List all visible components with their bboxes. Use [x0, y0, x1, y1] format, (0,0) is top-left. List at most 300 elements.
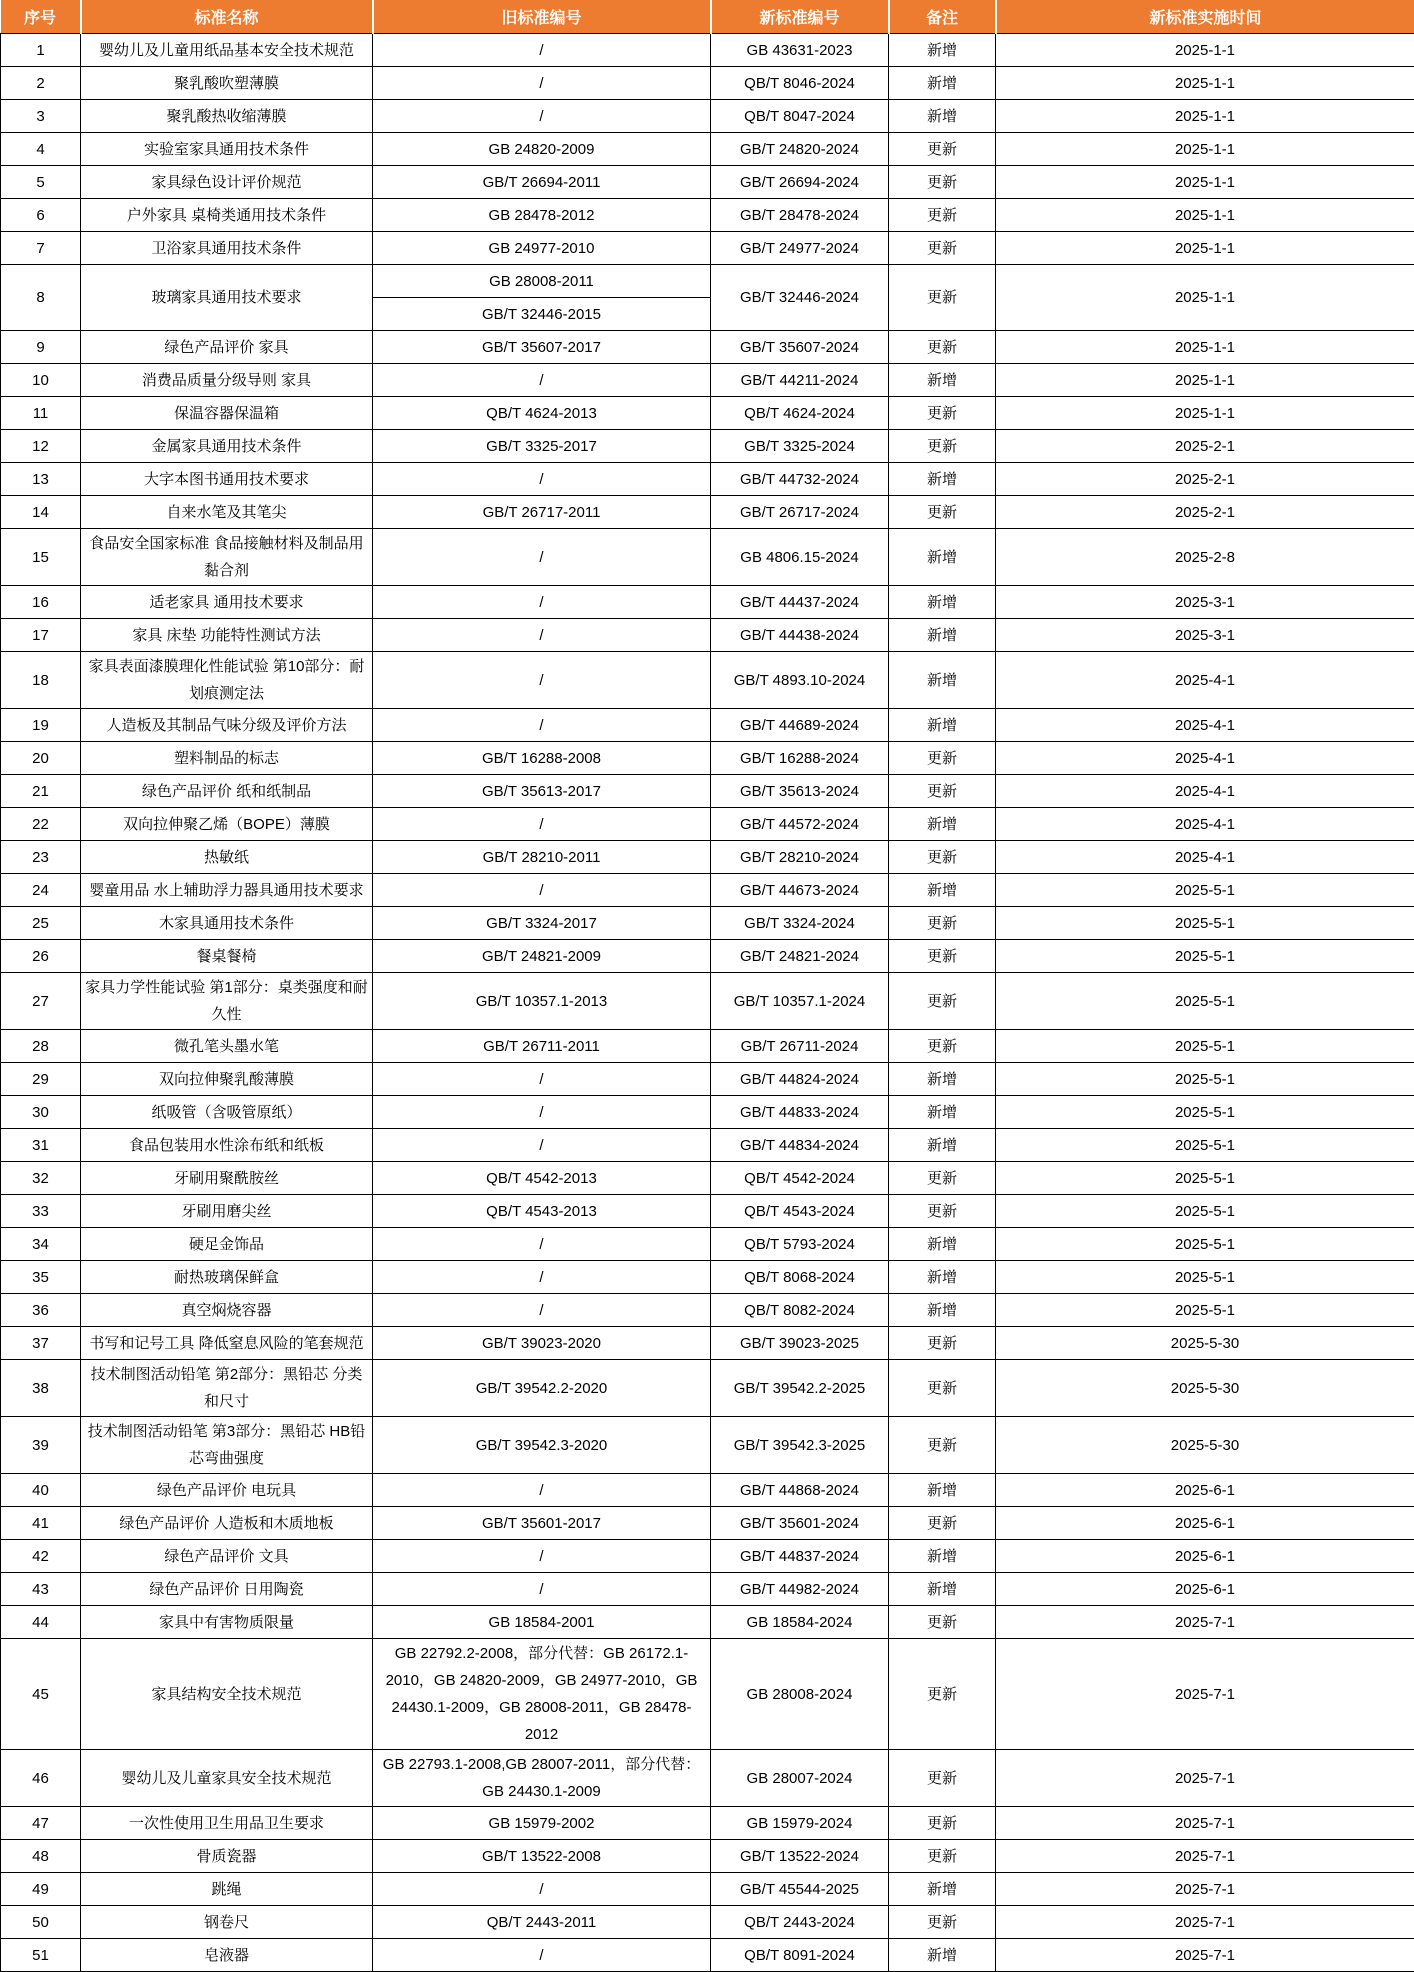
- cell-new-standard: QB/T 8068-2024: [711, 1261, 889, 1294]
- cell-remark: 新增: [889, 874, 996, 907]
- cell-index: 8: [1, 265, 81, 331]
- cell-remark: 更新: [889, 1327, 996, 1360]
- cell-index: 32: [1, 1162, 81, 1195]
- cell-old-standard: GB/T 32446-2015: [373, 298, 711, 331]
- cell-index: 25: [1, 907, 81, 940]
- cell-date: 2025-2-1: [996, 496, 1414, 529]
- table-row: [1, 34, 1414, 67]
- table-row: [1, 841, 1414, 874]
- cell-new-standard: GB/T 26711-2024: [711, 1030, 889, 1063]
- cell-date: 2025-1-1: [996, 166, 1414, 199]
- cell-new-standard: GB/T 44437-2024: [711, 586, 889, 619]
- cell-date: 2025-7-1: [996, 1939, 1414, 1972]
- cell-remark: 更新: [889, 1195, 996, 1228]
- cell-index: 15: [1, 529, 81, 586]
- cell-new-standard: GB/T 44732-2024: [711, 463, 889, 496]
- cell-index: 7: [1, 232, 81, 265]
- cell-date: 2025-1-1: [996, 364, 1414, 397]
- cell-old-standard: /: [373, 619, 711, 652]
- cell-new-standard: GB/T 44211-2024: [711, 364, 889, 397]
- cell-old-standard: QB/T 2443-2011: [373, 1906, 711, 1939]
- table-row: [1, 1639, 1414, 1750]
- cell-remark: 新增: [889, 1261, 996, 1294]
- cell-old-standard: GB/T 26711-2011: [373, 1030, 711, 1063]
- cell-remark: 新增: [889, 364, 996, 397]
- table-row: [1, 1228, 1414, 1261]
- cell-old-standard: /: [373, 1474, 711, 1507]
- cell-index: 12: [1, 430, 81, 463]
- cell-new-standard: GB/T 16288-2024: [711, 742, 889, 775]
- cell-new-standard: GB/T 3324-2024: [711, 907, 889, 940]
- cell-name: 纸吸管（含吸管原纸）: [81, 1096, 373, 1129]
- cell-index: 49: [1, 1873, 81, 1906]
- table-row: [1, 1750, 1414, 1807]
- cell-new-standard: GB/T 24820-2024: [711, 133, 889, 166]
- cell-remark: 新增: [889, 1573, 996, 1606]
- cell-name: 家具中有害物质限量: [81, 1606, 373, 1639]
- cell-old-standard: GB/T 28210-2011: [373, 841, 711, 874]
- cell-name: 家具 床垫 功能特性测试方法: [81, 619, 373, 652]
- cell-new-standard: GB 28007-2024: [711, 1750, 889, 1807]
- cell-date: 2025-6-1: [996, 1573, 1414, 1606]
- cell-name: 大字本图书通用技术要求: [81, 463, 373, 496]
- cell-new-standard: GB/T 44438-2024: [711, 619, 889, 652]
- cell-remark: 更新: [889, 1606, 996, 1639]
- cell-index: 20: [1, 742, 81, 775]
- cell-new-standard: QB/T 4542-2024: [711, 1162, 889, 1195]
- cell-remark: 更新: [889, 199, 996, 232]
- cell-remark: 新增: [889, 529, 996, 586]
- table-row: [1, 463, 1414, 496]
- cell-name: 一次性使用卫生用品卫生要求: [81, 1807, 373, 1840]
- cell-date: 2025-5-1: [996, 1063, 1414, 1096]
- cell-old-standard: GB/T 39023-2020: [373, 1327, 711, 1360]
- cell-name: 书写和记号工具 降低窒息风险的笔套规范: [81, 1327, 373, 1360]
- header-row: [1, 0, 1414, 34]
- cell-name: 真空焖烧容器: [81, 1294, 373, 1327]
- cell-remark: 新增: [889, 709, 996, 742]
- cell-remark: 新增: [889, 652, 996, 709]
- table-row: [1, 586, 1414, 619]
- table-row: [1, 973, 1414, 1030]
- cell-new-standard: QB/T 4543-2024: [711, 1195, 889, 1228]
- cell-remark: 更新: [889, 265, 996, 331]
- cell-index: 28: [1, 1030, 81, 1063]
- cell-old-standard: /: [373, 1540, 711, 1573]
- cell-date: 2025-7-1: [996, 1807, 1414, 1840]
- cell-remark: 更新: [889, 166, 996, 199]
- cell-index: 16: [1, 586, 81, 619]
- cell-old-standard: GB 28008-2011: [373, 265, 711, 298]
- cell-old-standard: /: [373, 34, 711, 67]
- cell-remark: 更新: [889, 133, 996, 166]
- cell-new-standard: GB/T 26694-2024: [711, 166, 889, 199]
- column-header: 序号: [1, 0, 81, 34]
- cell-old-standard: /: [373, 463, 711, 496]
- cell-index: 37: [1, 1327, 81, 1360]
- cell-name: 保温容器保温箱: [81, 397, 373, 430]
- cell-old-standard: GB/T 35601-2017: [373, 1507, 711, 1540]
- cell-name: 家具表面漆膜理化性能试验 第10部分：耐划痕测定法: [81, 652, 373, 709]
- cell-new-standard: GB 43631-2023: [711, 34, 889, 67]
- cell-new-standard: GB/T 26717-2024: [711, 496, 889, 529]
- cell-index: 1: [1, 34, 81, 67]
- cell-date: 2025-7-1: [996, 1606, 1414, 1639]
- cell-old-standard: /: [373, 1096, 711, 1129]
- cell-remark: 新增: [889, 1129, 996, 1162]
- cell-date: 2025-3-1: [996, 586, 1414, 619]
- table-row: [1, 1261, 1414, 1294]
- table-row: [1, 1030, 1414, 1063]
- cell-index: 17: [1, 619, 81, 652]
- cell-new-standard: QB/T 8082-2024: [711, 1294, 889, 1327]
- table-row: [1, 1939, 1414, 1972]
- cell-name: 绿色产品评价 纸和纸制品: [81, 775, 373, 808]
- cell-name: 婴童用品 水上辅助浮力器具通用技术要求: [81, 874, 373, 907]
- cell-new-standard: GB 15979-2024: [711, 1807, 889, 1840]
- cell-old-standard: GB 22792.2-2008，部分代替：GB 26172.1-2010，GB 24820-2009，GB 24977-2010，GB 24430.1-2009，GB 28008-2011，GB 28478-2012: [373, 1639, 711, 1750]
- cell-remark: 更新: [889, 1417, 996, 1474]
- cell-index: 29: [1, 1063, 81, 1096]
- cell-old-standard: /: [373, 1939, 711, 1972]
- cell-index: 43: [1, 1573, 81, 1606]
- cell-remark: 更新: [889, 1807, 996, 1840]
- cell-date: 2025-5-30: [996, 1360, 1414, 1417]
- cell-index: 44: [1, 1606, 81, 1639]
- table-row: [1, 1540, 1414, 1573]
- cell-name: 皂液器: [81, 1939, 373, 1972]
- cell-old-standard: GB/T 10357.1-2013: [373, 973, 711, 1030]
- cell-date: 2025-5-1: [996, 973, 1414, 1030]
- cell-index: 4: [1, 133, 81, 166]
- cell-old-standard: GB/T 13522-2008: [373, 1840, 711, 1873]
- cell-index: 35: [1, 1261, 81, 1294]
- cell-date: 2025-5-30: [996, 1327, 1414, 1360]
- cell-name: 绿色产品评价 家具: [81, 331, 373, 364]
- cell-remark: 新增: [889, 1540, 996, 1573]
- cell-date: 2025-4-1: [996, 652, 1414, 709]
- cell-index: 39: [1, 1417, 81, 1474]
- cell-new-standard: QB/T 8047-2024: [711, 100, 889, 133]
- column-header: 新标准实施时间: [996, 0, 1414, 34]
- cell-remark: 新增: [889, 1063, 996, 1096]
- cell-index: 9: [1, 331, 81, 364]
- cell-remark: 更新: [889, 940, 996, 973]
- cell-new-standard: GB/T 44833-2024: [711, 1096, 889, 1129]
- cell-old-standard: /: [373, 1129, 711, 1162]
- table-row: [1, 1474, 1414, 1507]
- cell-index: 36: [1, 1294, 81, 1327]
- cell-old-standard: QB/T 4543-2013: [373, 1195, 711, 1228]
- cell-new-standard: GB/T 28478-2024: [711, 199, 889, 232]
- cell-new-standard: GB/T 39542.3-2025: [711, 1417, 889, 1474]
- cell-date: 2025-2-8: [996, 529, 1414, 586]
- cell-new-standard: GB 4806.15-2024: [711, 529, 889, 586]
- cell-index: 23: [1, 841, 81, 874]
- cell-date: 2025-1-1: [996, 100, 1414, 133]
- cell-index: 45: [1, 1639, 81, 1750]
- cell-remark: 更新: [889, 1906, 996, 1939]
- cell-remark: 更新: [889, 775, 996, 808]
- cell-name: 食品安全国家标准 食品接触材料及制品用黏合剂: [81, 529, 373, 586]
- cell-old-standard: /: [373, 1573, 711, 1606]
- cell-remark: 更新: [889, 973, 996, 1030]
- cell-index: 11: [1, 397, 81, 430]
- cell-new-standard: GB/T 44837-2024: [711, 1540, 889, 1573]
- cell-remark: 新增: [889, 1873, 996, 1906]
- cell-old-standard: /: [373, 1294, 711, 1327]
- cell-name: 实验室家具通用技术条件: [81, 133, 373, 166]
- cell-remark: 更新: [889, 1639, 996, 1750]
- table-row: [1, 1096, 1414, 1129]
- table-row: [1, 331, 1414, 364]
- cell-new-standard: GB/T 44834-2024: [711, 1129, 889, 1162]
- table-row: [1, 709, 1414, 742]
- cell-name: 家具结构安全技术规范: [81, 1639, 373, 1750]
- cell-old-standard: QB/T 4624-2013: [373, 397, 711, 430]
- cell-date: 2025-1-1: [996, 199, 1414, 232]
- cell-new-standard: QB/T 2443-2024: [711, 1906, 889, 1939]
- cell-date: 2025-5-1: [996, 1261, 1414, 1294]
- column-header: 标准名称: [81, 0, 373, 34]
- cell-old-standard: GB/T 35613-2017: [373, 775, 711, 808]
- table-row: [1, 529, 1414, 586]
- cell-remark: 新增: [889, 1474, 996, 1507]
- cell-index: 27: [1, 973, 81, 1030]
- cell-date: 2025-4-1: [996, 808, 1414, 841]
- cell-date: 2025-7-1: [996, 1840, 1414, 1873]
- cell-date: 2025-6-1: [996, 1507, 1414, 1540]
- cell-old-standard: QB/T 4542-2013: [373, 1162, 711, 1195]
- cell-old-standard: GB 24820-2009: [373, 133, 711, 166]
- cell-date: 2025-3-1: [996, 619, 1414, 652]
- cell-name: 消费品质量分级导则 家具: [81, 364, 373, 397]
- cell-name: 婴幼儿及儿童用纸品基本安全技术规范: [81, 34, 373, 67]
- cell-remark: 新增: [889, 808, 996, 841]
- table-row: [1, 874, 1414, 907]
- cell-remark: 更新: [889, 331, 996, 364]
- cell-new-standard: QB/T 5793-2024: [711, 1228, 889, 1261]
- cell-date: 2025-7-1: [996, 1873, 1414, 1906]
- cell-index: 18: [1, 652, 81, 709]
- cell-name: 聚乳酸吹塑薄膜: [81, 67, 373, 100]
- cell-name: 家具力学性能试验 第1部分：桌类强度和耐久性: [81, 973, 373, 1030]
- cell-new-standard: GB/T 44689-2024: [711, 709, 889, 742]
- cell-date: 2025-4-1: [996, 841, 1414, 874]
- cell-name: 绿色产品评价 日用陶瓷: [81, 1573, 373, 1606]
- cell-name: 人造板及其制品气味分级及评价方法: [81, 709, 373, 742]
- cell-date: 2025-1-1: [996, 331, 1414, 364]
- cell-remark: 更新: [889, 1162, 996, 1195]
- cell-name: 卫浴家具通用技术条件: [81, 232, 373, 265]
- cell-old-standard: /: [373, 529, 711, 586]
- table-row: [1, 1360, 1414, 1417]
- cell-new-standard: QB/T 8046-2024: [711, 67, 889, 100]
- cell-index: 22: [1, 808, 81, 841]
- cell-old-standard: /: [373, 874, 711, 907]
- cell-name: 餐桌餐椅: [81, 940, 373, 973]
- table-row: [1, 775, 1414, 808]
- cell-date: 2025-5-1: [996, 1195, 1414, 1228]
- cell-old-standard: /: [373, 1873, 711, 1906]
- cell-old-standard: GB 15979-2002: [373, 1807, 711, 1840]
- cell-new-standard: QB/T 4624-2024: [711, 397, 889, 430]
- cell-remark: 更新: [889, 1507, 996, 1540]
- cell-new-standard: GB/T 44824-2024: [711, 1063, 889, 1096]
- cell-index: 40: [1, 1474, 81, 1507]
- cell-index: 34: [1, 1228, 81, 1261]
- cell-date: 2025-6-1: [996, 1540, 1414, 1573]
- table-row: [1, 1573, 1414, 1606]
- cell-name: 塑料制品的标志: [81, 742, 373, 775]
- cell-date: 2025-1-1: [996, 397, 1414, 430]
- column-header: 新标准编号: [711, 0, 889, 34]
- cell-remark: 更新: [889, 742, 996, 775]
- cell-date: 2025-5-1: [996, 1162, 1414, 1195]
- cell-date: 2025-5-30: [996, 1417, 1414, 1474]
- cell-name: 钢卷尺: [81, 1906, 373, 1939]
- cell-name: 骨质瓷器: [81, 1840, 373, 1873]
- cell-index: 26: [1, 940, 81, 973]
- table-row: [1, 232, 1414, 265]
- cell-name: 技术制图活动铅笔 第2部分：黑铅芯 分类和尺寸: [81, 1360, 373, 1417]
- table-row: [1, 133, 1414, 166]
- cell-old-standard: GB/T 3324-2017: [373, 907, 711, 940]
- cell-old-standard: GB/T 26694-2011: [373, 166, 711, 199]
- cell-date: 2025-2-1: [996, 463, 1414, 496]
- cell-index: 2: [1, 67, 81, 100]
- cell-new-standard: GB/T 39542.2-2025: [711, 1360, 889, 1417]
- column-header: 备注: [889, 0, 996, 34]
- cell-remark: 新增: [889, 619, 996, 652]
- cell-new-standard: GB/T 13522-2024: [711, 1840, 889, 1873]
- cell-remark: 更新: [889, 397, 996, 430]
- cell-remark: 新增: [889, 34, 996, 67]
- table-row: [1, 67, 1414, 100]
- cell-name: 绿色产品评价 电玩具: [81, 1474, 373, 1507]
- table-row: [1, 808, 1414, 841]
- table-row: [1, 1807, 1414, 1840]
- cell-name: 跳绳: [81, 1873, 373, 1906]
- cell-name: 热敏纸: [81, 841, 373, 874]
- cell-name: 玻璃家具通用技术要求: [81, 265, 373, 331]
- table-row: [1, 430, 1414, 463]
- cell-old-standard: GB 22793.1-2008,GB 28007-2011，部分代替：GB 24430.1-2009: [373, 1750, 711, 1807]
- cell-new-standard: GB/T 45544-2025: [711, 1873, 889, 1906]
- cell-name: 户外家具 桌椅类通用技术条件: [81, 199, 373, 232]
- cell-date: 2025-5-1: [996, 940, 1414, 973]
- cell-old-standard: GB/T 35607-2017: [373, 331, 711, 364]
- cell-name: 金属家具通用技术条件: [81, 430, 373, 463]
- cell-old-standard: GB/T 24821-2009: [373, 940, 711, 973]
- table-row: [1, 199, 1414, 232]
- cell-name: 家具绿色设计评价规范: [81, 166, 373, 199]
- table-row: [1, 1606, 1414, 1639]
- cell-old-standard: /: [373, 1228, 711, 1261]
- table-row: [1, 1195, 1414, 1228]
- cell-index: 42: [1, 1540, 81, 1573]
- cell-date: 2025-7-1: [996, 1639, 1414, 1750]
- cell-remark: 新增: [889, 463, 996, 496]
- cell-remark: 新增: [889, 100, 996, 133]
- cell-date: 2025-5-1: [996, 907, 1414, 940]
- cell-index: 5: [1, 166, 81, 199]
- cell-index: 19: [1, 709, 81, 742]
- cell-old-standard: GB 24977-2010: [373, 232, 711, 265]
- cell-date: 2025-5-1: [996, 874, 1414, 907]
- cell-index: 3: [1, 100, 81, 133]
- cell-index: 6: [1, 199, 81, 232]
- cell-remark: 更新: [889, 1360, 996, 1417]
- table-row: [1, 940, 1414, 973]
- cell-new-standard: GB/T 4893.10-2024: [711, 652, 889, 709]
- cell-date: 2025-5-1: [996, 1294, 1414, 1327]
- cell-name: 绿色产品评价 文具: [81, 1540, 373, 1573]
- table-row: [1, 742, 1414, 775]
- cell-old-standard: /: [373, 100, 711, 133]
- cell-remark: 新增: [889, 586, 996, 619]
- table-row: [1, 1840, 1414, 1873]
- cell-index: 10: [1, 364, 81, 397]
- cell-date: 2025-5-1: [996, 1096, 1414, 1129]
- cell-index: 30: [1, 1096, 81, 1129]
- cell-index: 21: [1, 775, 81, 808]
- cell-index: 38: [1, 1360, 81, 1417]
- cell-date: 2025-7-1: [996, 1750, 1414, 1807]
- cell-date: 2025-2-1: [996, 430, 1414, 463]
- table-row: [1, 364, 1414, 397]
- cell-index: 24: [1, 874, 81, 907]
- table-row: [1, 1063, 1414, 1096]
- cell-new-standard: GB/T 44982-2024: [711, 1573, 889, 1606]
- cell-name: 牙刷用聚酰胺丝: [81, 1162, 373, 1195]
- table-row: [1, 1327, 1414, 1360]
- cell-name: 硬足金饰品: [81, 1228, 373, 1261]
- cell-old-standard: GB 28478-2012: [373, 199, 711, 232]
- cell-remark: 更新: [889, 232, 996, 265]
- cell-new-standard: GB/T 10357.1-2024: [711, 973, 889, 1030]
- cell-name: 双向拉伸聚乙烯（BOPE）薄膜: [81, 808, 373, 841]
- cell-new-standard: QB/T 8091-2024: [711, 1939, 889, 1972]
- cell-index: 50: [1, 1906, 81, 1939]
- cell-new-standard: GB/T 3325-2024: [711, 430, 889, 463]
- cell-date: 2025-1-1: [996, 232, 1414, 265]
- cell-date: 2025-5-1: [996, 1129, 1414, 1162]
- table-row: [1, 166, 1414, 199]
- cell-new-standard: GB/T 39023-2025: [711, 1327, 889, 1360]
- cell-old-standard: GB/T 39542.3-2020: [373, 1417, 711, 1474]
- cell-old-standard: /: [373, 1063, 711, 1096]
- cell-index: 47: [1, 1807, 81, 1840]
- cell-index: 13: [1, 463, 81, 496]
- table-row: [1, 1507, 1414, 1540]
- cell-date: 2025-6-1: [996, 1474, 1414, 1507]
- cell-new-standard: GB 18584-2024: [711, 1606, 889, 1639]
- cell-name: 食品包装用水性涂布纸和纸板: [81, 1129, 373, 1162]
- cell-name: 聚乳酸热收缩薄膜: [81, 100, 373, 133]
- cell-name: 微孔笔头墨水笔: [81, 1030, 373, 1063]
- cell-index: 33: [1, 1195, 81, 1228]
- cell-name: 技术制图活动铅笔 第3部分：黑铅芯 HB铅芯弯曲强度: [81, 1417, 373, 1474]
- table-row: [1, 100, 1414, 133]
- cell-old-standard: GB 18584-2001: [373, 1606, 711, 1639]
- cell-old-standard: /: [373, 652, 711, 709]
- cell-index: 31: [1, 1129, 81, 1162]
- cell-date: 2025-5-1: [996, 1228, 1414, 1261]
- cell-old-standard: /: [373, 364, 711, 397]
- cell-date: 2025-5-1: [996, 1030, 1414, 1063]
- table-row: [1, 907, 1414, 940]
